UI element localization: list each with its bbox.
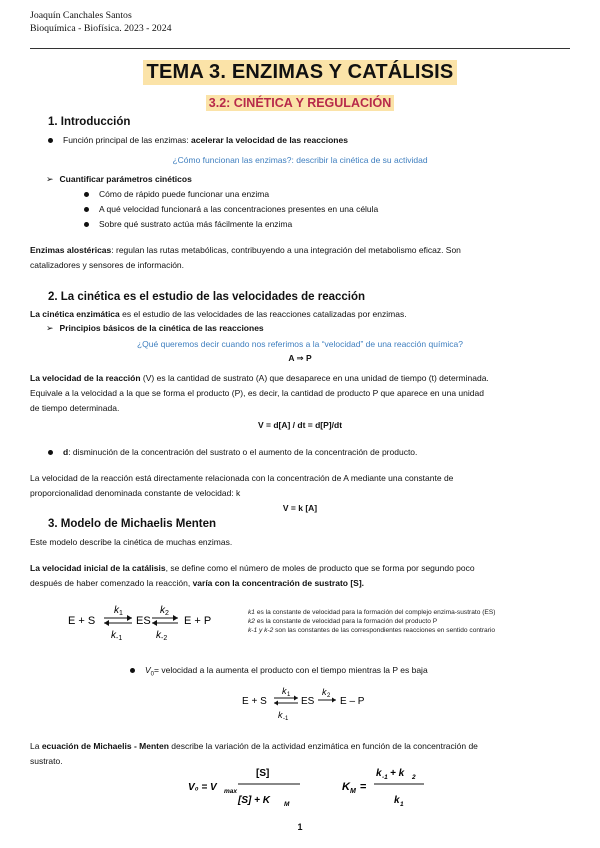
s3-initial-velocity: La velocidad inicial de la catálisis, se define como el número de moles de producto que se forma por segundo poco después de haber comenzado la reacción, varía con la concentración de sustrato [S]. [30,563,475,588]
s2-arrow-item: ➢ Principios básicos de la cinética de las reacciones [46,321,264,336]
scheme1-k1-sub: 1 [119,610,123,617]
s1-bullet: Función principal de las enzimas: acelerar la velocidad de las reacciones [48,133,348,148]
michaelis-menten-equation [180,760,330,814]
scheme2-right: E – P [340,696,365,707]
header-divider [30,48,570,49]
s2-d-bullet: d: disminución de la concentración del sustrato o el aumento de la concentración de producto. [48,445,417,460]
s1-question: ¿Cómo funcionan las enzimas?: describir la cinética de su actividad [172,155,428,165]
bullet-icon [48,450,53,455]
scheme1-k2: k [160,605,165,616]
scheme-note: k2 es la constante de velocidad para la formación del producto P [248,618,438,625]
km-num-sub2: 2 [412,774,416,781]
scheme2-k1-sub: 1 [287,692,291,698]
scheme2-left: E + S [242,696,267,707]
km-eq: = [360,781,367,793]
scheme1-middle: ES [136,615,151,627]
km-num-k: k [376,768,382,779]
scheme1-k2-sub: 2 [165,610,169,617]
bullet-icon [130,668,135,673]
km-num-plus: + k [390,768,405,779]
page-header [30,9,172,35]
page-subtitle: 3.2: CINÉTICA Y REGULACIÓN [206,95,394,111]
bullet-icon [84,192,89,197]
s3-intro: Este modelo describe la cinética de muchas enzimas. [30,537,233,547]
scheme1-km2-sub: -2 [161,635,168,642]
scheme-note: k1 es la constante de velocidad para la formación del complejo enzima-sustrato (ES) [248,609,496,616]
s2-constant: La velocidad de la reacción está directamente relacionada con la concentración de A mediante una constante de proporcionalidad denominada constante de velocidad: k [30,473,454,498]
bullet-icon [48,138,53,143]
s2-definition: La velocidad de la reacción (V) es la cantidad de sustrato (A) que desaparece en una unidad de tiempo (t) determinada. Equivale a la velocidad a la que se forma el producto (P), es decir, la cantidad de producto P que aparece en una unidad de tiempo determinada. [30,373,489,413]
s1-allosteric: Enzimas alostéricas: regulan las rutas metabólicas, contribuyendo a una integración del metabolismo eficaz. Son catalizadores y sensores de información. [30,245,461,270]
scheme-notes [248,608,578,635]
scheme2-k2: k [322,687,327,697]
scheme1-left: E + S [68,615,96,627]
header-author: Joaquín Canchales Santos [30,10,132,21]
bullet-icon [84,207,89,212]
scheme2-k2-sub: 2 [327,693,331,699]
bullet-icon [84,222,89,227]
km-lhs-sub: M [350,788,356,795]
mm-vmax-sub: max [224,788,238,795]
arrow-bullet-icon: ➢ [46,323,54,333]
km-lhs: K [342,781,350,793]
s2-intro: La cinética enzimática es el estudio de las velocidades de las reacciones catalizadas por enzimas. [30,309,407,319]
page-title: TEMA 3. ENZIMAS Y CATÁLISIS [143,60,458,85]
mm-denominator: [S] + K [238,795,270,806]
scheme1-km2: k [156,630,161,641]
s2-question: ¿Qué queremos decir cuando nos referimos a la “velocidad” de una reacción química? [136,339,463,349]
s3-mm-description: La ecuación de Michaelis - Menten describe la variación de la actividad enzimática en función de la concentración de sustrato. [30,741,478,766]
section-1-heading: 1. Introducción [48,116,131,128]
s1-arrow-item: ➢ Cuantificar parámetros cinéticos [46,172,192,187]
scheme-note: k-1 y k-2 son las constantes de las correspondientes reacciones en sentido contrario [248,627,496,634]
scheme1-km1-sub: -1 [116,635,123,642]
km-num-sub1: -1 [382,774,388,781]
page-number: 1 [297,822,303,832]
scheme1-right: E + P [184,615,212,627]
km-den-sub: 1 [400,801,404,808]
scheme2-middle: ES [301,696,315,707]
arrow-bullet-icon: ➢ [46,174,54,184]
s1-sub-item: Cómo de rápido puede funcionar una enzima [84,187,269,202]
s2-reaction: A ⇒ P [288,353,312,363]
km-equation [338,760,448,814]
mm-den-sub: M [284,801,290,808]
scheme1-km1: k [111,630,116,641]
section-3-heading: 3. Modelo de Michaelis Menten [48,518,217,530]
s1-sub-item: A qué velocidad funcionará a las concentraciones presentes en una célula [84,202,378,217]
scheme2-k1: k [282,686,287,696]
s2-formula: V = d[A] / dt = d[P]/dt [257,420,343,430]
mm-v0: V₀ = V [188,782,217,793]
scheme2-km1-sub: -1 [283,716,289,722]
s2-formula2: V = k [A] [282,503,318,513]
scheme1-k1: k [114,605,119,616]
reaction-scheme-2 [236,682,366,724]
s1-sub-item: Sobre qué sustrato actúa más fácilmente la enzima [84,217,292,232]
km-den-k: k [394,795,400,806]
reaction-scheme-1 [60,598,230,648]
header-course: Bioquímica - Biofísica. 2023 - 2024 [30,23,172,34]
scheme2-km1: k [278,710,283,720]
mm-numerator: [S] [256,768,270,779]
v0-bullet: $V_0=$ velocidad a la aumenta el producto con el tiempo mientras la P es baja [130,663,428,683]
section-2-heading: 2. La cinética es el estudio de las velocidades de reacción [48,291,366,303]
